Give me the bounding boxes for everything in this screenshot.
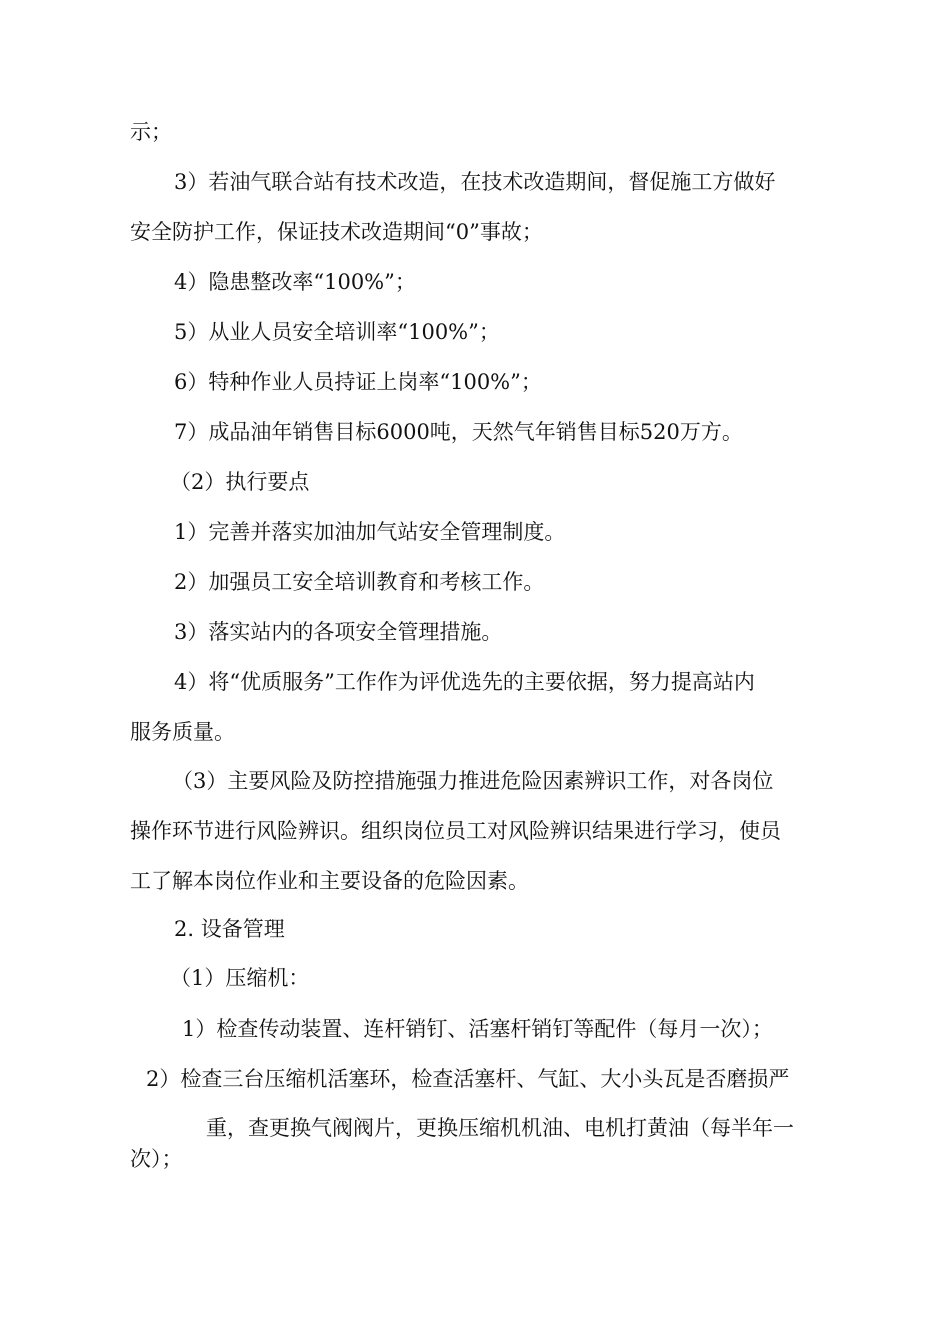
text-line: 3）若油气联合站有技术改造，在技术改造期间，督促施工方做好 bbox=[174, 170, 776, 194]
text-line: 工了解本岗位作业和主要设备的危险因素。 bbox=[130, 869, 529, 893]
text-line: 3）落实站内的各项安全管理措施。 bbox=[174, 620, 503, 644]
text-line: 重，查更换气阀阀片，更换压缩机机油、电机打黄油（每半年一 bbox=[206, 1116, 794, 1140]
text-line: 服务质量。 bbox=[130, 720, 235, 744]
section-heading: （1）压缩机： bbox=[170, 966, 310, 990]
text-line: 次）； bbox=[130, 1147, 183, 1171]
text-line: 2）检查三台压缩机活塞环，检查活塞杆、气缸、大小头瓦是否磨损严 bbox=[146, 1067, 790, 1091]
text-line: 示； bbox=[130, 120, 172, 144]
text-line: 6）特种作业人员持证上岗率“100%”； bbox=[174, 370, 542, 394]
text-line: （3）主要风险及防控措施强力推进危险因素辨识工作，对各岗位 bbox=[172, 769, 774, 793]
text-line: 5）从业人员安全培训率“100%”； bbox=[174, 320, 500, 344]
section-heading: 2. 设备管理 bbox=[174, 917, 285, 941]
text-line: 1）完善并落实加油加气站安全管理制度。 bbox=[174, 520, 566, 544]
text-line: 4）将“优质服务”工作作为评优选先的主要依据，努力提高站内 bbox=[174, 670, 755, 694]
text-line: 安全防护工作，保证技术改造期间“0”事故； bbox=[130, 220, 543, 244]
text-line: 7）成品油年销售目标6000吨，天然气年销售目标520万方。 bbox=[174, 420, 743, 444]
text-line: 4）隐患整改率“100%”； bbox=[174, 270, 416, 294]
text-line: 2）加强员工安全培训教育和考核工作。 bbox=[174, 570, 545, 594]
text-line: 1）检查传动装置、连杆销钉、活塞杆销钉等配件（每月一次）； bbox=[182, 1017, 773, 1041]
text-line: 操作环节进行风险辨识。组织岗位员工对风险辨识结果进行学习，使员 bbox=[130, 819, 781, 843]
section-heading: （2）执行要点 bbox=[170, 470, 310, 494]
